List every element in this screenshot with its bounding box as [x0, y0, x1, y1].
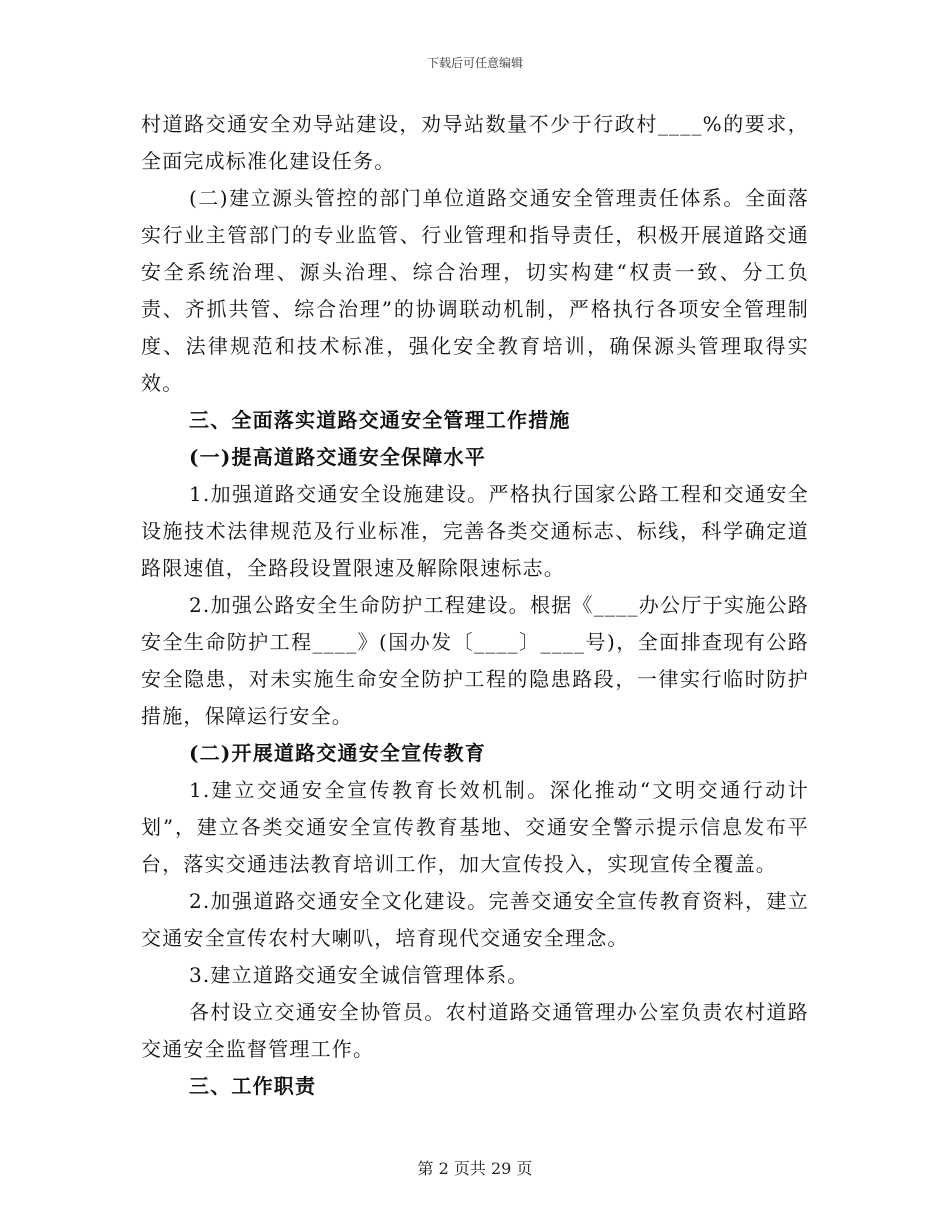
paragraph-education-mechanism: 1.建立交通安全宣传教育长效机制。深化推动“文明交通行动计划”，建立各类交通安全宣传教育基地、交通安全警示提示信息发布平台，落实交通违法教育培训工作，加大宣传投入，实现宣传全覆盖。 — [141, 778, 809, 876]
paragraph-coordinators: 各村设立交通安全协管员。农村道路交通管理办公室负责农村道路交通安全监督管理工作。 — [141, 1000, 809, 1061]
subheading-safety-level: (一)提高道路交通安全保障水平 — [189, 445, 486, 469]
page-number-footer: 第 2 页共 29 页 — [417, 1159, 533, 1178]
section-heading-duties: 三、工作职责 — [189, 1074, 317, 1098]
paragraph-protection-project: 2.加强公路安全生命防护工程建设。根据《____办公厅于实施公路安全生命防护工程____》(国办发〔____〕____号)，全面排查现有公路安全隐患，对未实施生命安全防护工程的隐患路段，一律实行临时防护措施，保障运行安全。 — [141, 593, 809, 728]
paragraph-credit-system: 3.建立道路交通安全诚信管理体系。 — [189, 963, 529, 987]
document-body — [141, 106, 809, 1105]
paragraph-culture: 2.加强道路交通安全文化建设。完善交通安全宣传教育资料，建立交通安全宣传农村大喇叭，培育现代交通安全理念。 — [141, 889, 809, 950]
subheading-education: (二)开展道路交通安全宣传教育 — [189, 741, 486, 765]
paragraph-facilities: 1.加强道路交通安全设施建设。严格执行国家公路工程和交通安全设施技术法律规范及行业标准，完善各类交通标志、标线，科学确定道路限速值，全路段设置限速及解除限速标志。 — [141, 482, 809, 580]
page-header-note: 下载后可任意编辑 — [426, 56, 523, 70]
section-heading-measures: 三、全面落实道路交通安全管理工作措施 — [189, 408, 571, 432]
paragraph-source-control: (二)建立源头管控的部门单位道路交通安全管理责任体系。全面落实行业主管部门的专业监管、行业管理和指导责任，积极开展道路交通安全系统治理、源头治理、综合治理，切实构建“权责一致、分工负责、齐抓共管、综合治理”的协调联动机制，严格执行各项安全管理制度、法律规范和技术标准，强化安全教育培训，确保源头管理取得实效。 — [141, 186, 809, 395]
paragraph-continuation: 村道路交通安全劝导站建设，劝导站数量不少于行政村____%的要求，全面完成标准化建设任务。 — [141, 112, 809, 173]
